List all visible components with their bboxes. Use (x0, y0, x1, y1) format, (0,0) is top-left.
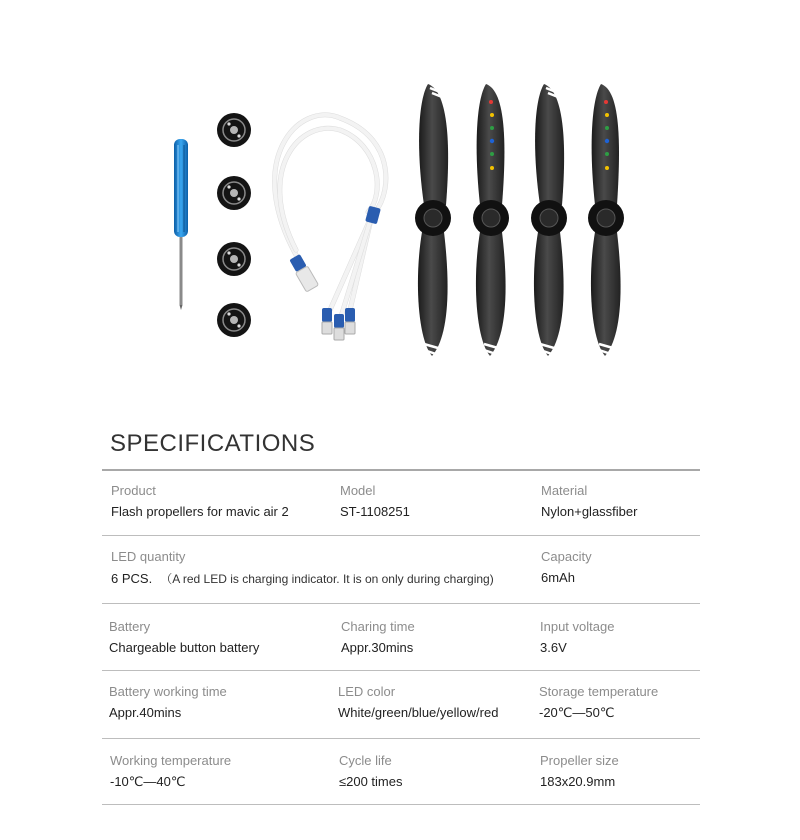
spec-value (111, 570, 494, 587)
spec-label: Storage temperature (539, 684, 659, 699)
motor-mount-icon (217, 176, 251, 210)
spec-working-temperature (110, 753, 231, 790)
motor-mount-icon (217, 113, 251, 147)
divider (102, 738, 700, 739)
spec-propeller-size (540, 753, 619, 789)
spec-label: Cycle life (339, 753, 392, 768)
spec-battery-working-time (109, 684, 227, 720)
divider (102, 804, 700, 805)
spec-value: Flash propellers for mavic air 2 (111, 504, 289, 519)
spec-value: Appr.30mins (341, 640, 414, 655)
spec-value: 6mAh (541, 570, 575, 585)
divider (102, 603, 700, 604)
spec-charging-time (341, 619, 415, 655)
spec-label: Capacity (541, 549, 592, 564)
spec-capacity (541, 549, 592, 585)
spec-storage-temperature (539, 684, 658, 721)
spec-led-color (338, 684, 498, 720)
spec-label: Product (111, 483, 156, 498)
led-propeller-icon (473, 84, 509, 356)
spec-label: Propeller size (540, 753, 619, 768)
spec-value: ST-1108251 (340, 504, 410, 519)
screwdriver-icon (174, 139, 188, 310)
motor-mount-icon (217, 242, 251, 276)
spec-input-voltage (540, 619, 614, 655)
spec-value: -10℃—40℃ (110, 774, 186, 789)
section-title: SPECIFICATIONS (110, 430, 316, 457)
spec-value: Nylon+glassfiber (541, 504, 638, 519)
product-illustration (0, 0, 800, 400)
propeller-icon (415, 84, 451, 356)
spec-label: Material (541, 483, 588, 498)
spec-value: Chargeable button battery (109, 640, 260, 655)
divider (102, 469, 700, 471)
spec-led-quantity (111, 549, 494, 587)
divider (102, 670, 700, 671)
spec-value: 183x20.9mm (540, 774, 616, 789)
spec-value: Appr.40mins (109, 705, 182, 720)
spec-model (340, 483, 410, 519)
led-propeller-icon (588, 84, 624, 356)
spec-material (541, 483, 637, 519)
spec-value-main: 6 PCS. (111, 571, 153, 586)
spec-value: 3.6V (540, 640, 567, 655)
spec-label: Working temperature (110, 753, 232, 768)
motor-mount-icon (217, 303, 251, 337)
spec-label: Model (340, 483, 376, 498)
spec-label: Battery (109, 619, 151, 634)
spec-product (111, 483, 289, 519)
spec-value: White/green/blue/yellow/red (338, 705, 499, 720)
spec-label: LED quantity (111, 549, 186, 564)
spec-battery (109, 619, 259, 655)
spec-value: -20℃—50℃ (539, 705, 615, 720)
spec-label: Battery working time (109, 684, 227, 699)
propeller-icon (531, 84, 567, 356)
spec-value: ≤200 times (339, 774, 403, 789)
spec-label: Input voltage (540, 619, 615, 634)
spec-label: Charing time (341, 619, 415, 634)
spec-cycle-life (339, 753, 403, 789)
spec-note: （A red LED is charging indicator. It is on only during charging) (160, 572, 494, 586)
divider (102, 535, 700, 536)
spec-label: LED color (338, 684, 396, 699)
